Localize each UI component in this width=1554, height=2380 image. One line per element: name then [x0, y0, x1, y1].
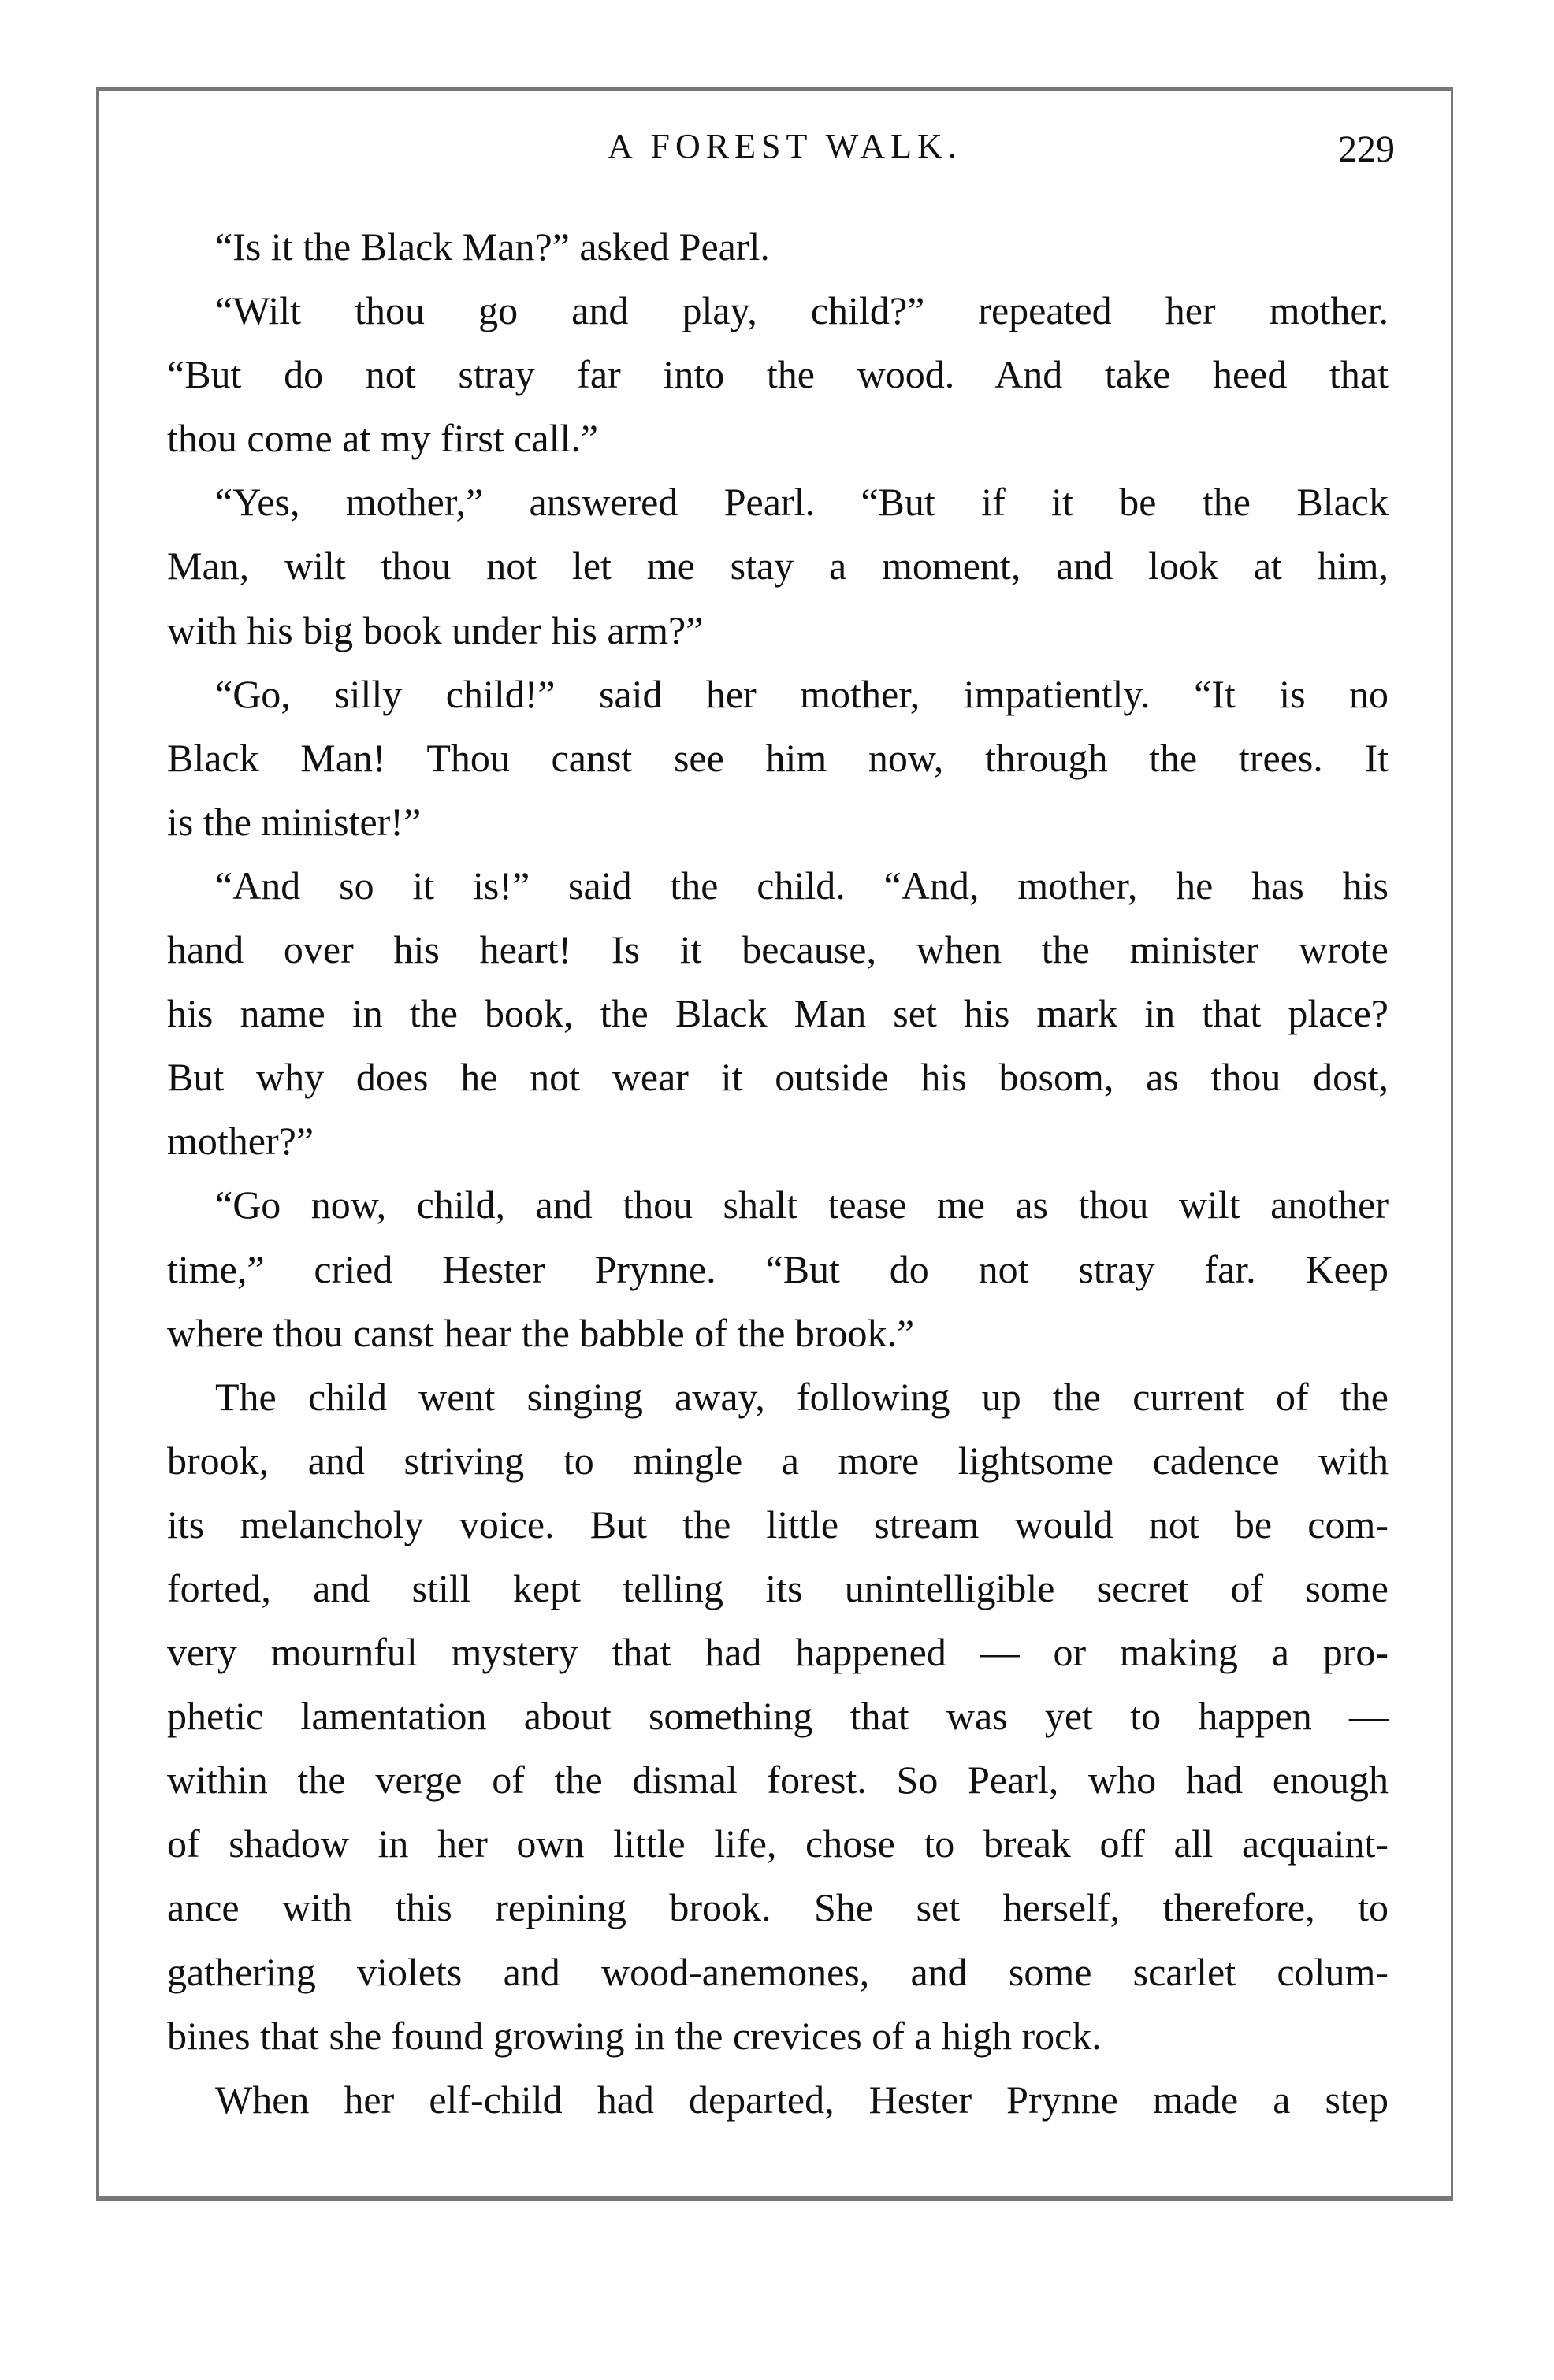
chapter-title: A FOREST WALK.: [608, 127, 962, 165]
text-line: its melancholy voice. But the little stream would not be com-: [167, 1502, 1389, 1546]
body-text: [167, 215, 1389, 2132]
text-line: ance with this repining brook. She set herself, therefore, to: [167, 1885, 1389, 1930]
text-line: with his big book under his arm?”: [167, 607, 704, 652]
paragraph: [167, 1173, 1389, 1365]
text-line: where thou canst hear the babble of the brook.”: [167, 1310, 915, 1355]
text-line: mother?”: [167, 1119, 314, 1164]
text-line: his name in the book, the Black Man set his mark in that place?: [167, 991, 1389, 1036]
text-line: “But do not stray far into the wood. And take heed that: [167, 352, 1389, 397]
text-line: “Go, silly child!” said her mother, impatiently. “It is no: [215, 671, 1389, 716]
text-line: “Is it the Black Man?” asked Pearl.: [215, 225, 770, 269]
paragraph: [167, 2068, 1389, 2132]
text-line: “Yes, mother,” answered Pearl. “But if it be the Black: [215, 480, 1389, 525]
page-number: 229: [1338, 128, 1395, 170]
text-line: phetic lamentation about something that was yet to happen —: [167, 1694, 1389, 1739]
text-line: bines that she found growing in the crevices of a high rock.: [167, 2013, 1102, 2058]
running-header: [0, 126, 1554, 173]
text-line: “Wilt thou go and play, child?” repeated her mother.: [215, 288, 1389, 333]
text-line: thou come at my first call.”: [167, 416, 599, 461]
text-line: The child went singing away, following up the current of the: [215, 1374, 1389, 1419]
text-line: is the minister!”: [167, 799, 422, 844]
text-line: within the verge of the dismal forest. So Pearl, who had enough: [167, 1758, 1389, 1803]
paragraph: [167, 470, 1389, 662]
paragraph: [167, 215, 1389, 279]
text-line: of shadow in her own little life, chose to break off all acquaint-: [167, 1821, 1389, 1866]
text-line: But why does he not wear it outside his bosom, as thou dost,: [167, 1055, 1389, 1100]
text-line: “And so it is!” said the child. “And, mother, he has his: [215, 863, 1389, 908]
text-line: Black Man! Thou canst see him now, through the trees. It: [167, 735, 1389, 780]
text-line: When her elf-child had departed, Hester Prynne made a step: [215, 2077, 1389, 2122]
text-line: gathering violets and wood-anemones, and some scarlet colum-: [167, 1949, 1389, 1994]
text-line: hand over his heart! Is it because, when the minister wrote: [167, 927, 1389, 972]
paragraph: [167, 279, 1389, 470]
text-line: time,” cried Hester Prynne. “But do not stray far. Keep: [167, 1246, 1389, 1291]
text-line: “Go now, child, and thou shalt tease me as thou wilt another: [215, 1183, 1389, 1227]
text-line: forted, and still kept telling its unintelligible secret of some: [167, 1565, 1389, 1610]
text-line: Man, wilt thou not let me stay a moment, and look at him,: [167, 544, 1389, 589]
paragraph: [167, 1365, 1389, 2068]
text-line: brook, and striving to mingle a more lightsome cadence with: [167, 1438, 1389, 1483]
paragraph: [167, 854, 1389, 1173]
text-line: very mournful mystery that had happened — or making a pro-: [167, 1630, 1389, 1675]
paragraph: [167, 663, 1389, 854]
